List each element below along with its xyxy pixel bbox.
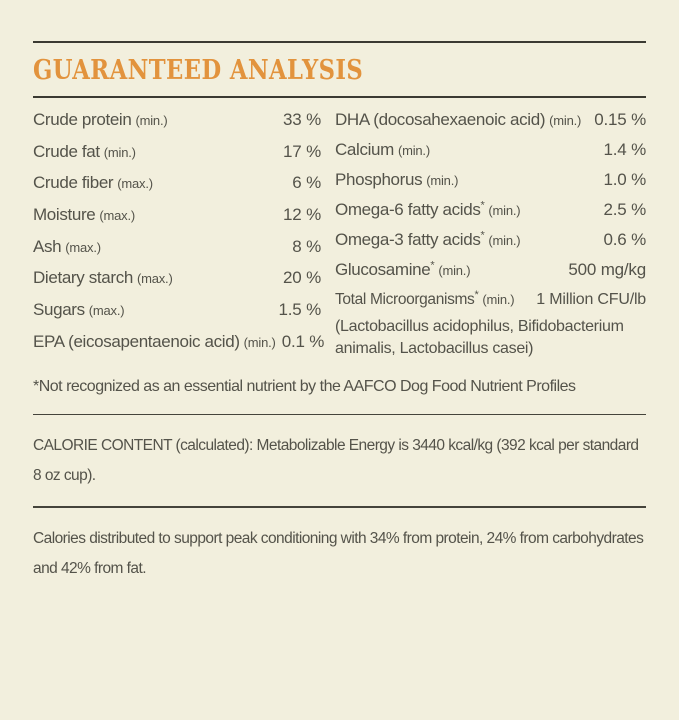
nutrient-qualifier: (min.) [438, 263, 471, 278]
nutrient-qualifier: (min.) [135, 113, 168, 128]
nutrient-qualifier: (max.) [136, 271, 173, 287]
nutrient-value: 1.4 % [603, 140, 646, 159]
title-underline-rule [33, 96, 646, 98]
nutrient-value: 33 % [283, 110, 321, 129]
nutrient-qualifier: (min.) [103, 144, 136, 160]
nutrient-qualifier: (max.) [88, 303, 125, 319]
analysis-row [33, 204, 321, 228]
analysis-row [33, 267, 321, 291]
nutrient-value: 8 % [292, 236, 321, 256]
nutrient-species-note: (Lactobacillus acidophilus, Bifidobacterium animalis, Lactobacillus casei) [335, 318, 624, 357]
analysis-row [335, 169, 646, 193]
nutrient-value: 1.5 % [278, 300, 321, 320]
nutrient-value: 500 mg/kg [568, 260, 646, 279]
analysis-row [33, 299, 321, 323]
nutrient-label: Total Microorganisms* (min.) [335, 288, 515, 308]
nutrient-value: 0.1 % [281, 331, 325, 351]
page-title: GUARANTEED ANALYSIS [33, 55, 364, 86]
nutrient-qualifier: (min.) [243, 334, 276, 350]
nutrient-value: 0.6 % [603, 230, 646, 249]
nutrient-value: 1.0 % [603, 170, 646, 189]
nutrient-label: Crude fiber (max.) [33, 173, 153, 193]
analysis-row [335, 199, 646, 223]
asterisk-marker: * [480, 229, 485, 242]
calorie-distribution-text: Calories distributed to support peak conditioning with 34% from protein, 24% from carbohydrates and 42% from fat. [33, 529, 644, 577]
nutrient-qualifier: (max.) [99, 208, 136, 224]
nutrient-qualifier: (max.) [117, 176, 153, 192]
nutrient-value: 6 % [292, 173, 321, 193]
nutrient-qualifier: (min.) [488, 203, 521, 218]
nutrient-label: Calcium (min.) [335, 140, 430, 159]
calorie-content-text: CALORIE CONTENT (calculated): Metabolizable Energy is 3440 kcal/kg (392 kcal per standard 8 oz cup). [33, 437, 639, 484]
analysis-row [33, 109, 321, 133]
nutrient-value: 0.15 % [594, 110, 646, 129]
title-row [33, 56, 646, 86]
aafco-footnote: *Not recognized as an essential nutrient by the AAFCO Dog Food Nutrient Profiles [33, 377, 576, 395]
analysis-row [33, 331, 325, 355]
nutrient-label: Omega-6 fatty acids* (min.) [335, 199, 521, 219]
analysis-row [335, 259, 646, 283]
nutrient-value: 1 Million CFU/lb [536, 291, 646, 308]
calorie-section-divider [33, 414, 646, 416]
nutrient-qualifier: (min.) [549, 113, 582, 128]
nutrient-qualifier: (min.) [482, 292, 515, 307]
nutrient-label: DHA (docosahexaenoic acid) (min.) [335, 110, 582, 129]
guaranteed-analysis-panel [0, 41, 679, 584]
nutrient-value: 20 % [283, 268, 321, 288]
analysis-column-left [33, 109, 325, 363]
asterisk-marker: * [480, 199, 485, 212]
analysis-row [335, 139, 646, 163]
nutrient-qualifier: (min.) [397, 143, 430, 158]
nutrient-value: 12 % [283, 205, 321, 225]
guaranteed-analysis-table [33, 109, 646, 363]
top-rule [33, 41, 646, 43]
nutrient-label: Glucosamine* (min.) [335, 259, 471, 279]
nutrient-label: Dietary starch (max.) [33, 268, 173, 288]
nutrient-label: Moisture (max.) [33, 205, 136, 225]
analysis-row [33, 236, 321, 260]
analysis-column-right [335, 109, 646, 363]
nutrient-qualifier: (min.) [426, 173, 459, 188]
analysis-row [33, 172, 321, 196]
nutrient-label: Crude protein (min.) [33, 110, 168, 129]
nutrient-value: 2.5 % [603, 200, 646, 219]
nutrient-label: EPA (eicosapentaenoic acid) (min.) [33, 331, 276, 351]
analysis-row [335, 109, 646, 133]
nutrient-label: Ash (max.) [33, 236, 101, 256]
nutrient-label: Phosphorus (min.) [335, 170, 459, 189]
analysis-row [33, 141, 321, 165]
analysis-row [335, 229, 646, 253]
asterisk-marker: * [430, 259, 435, 272]
nutrient-qualifier: (min.) [488, 233, 521, 248]
nutrient-label: Sugars (max.) [33, 300, 125, 320]
nutrient-label: Omega-3 fatty acids* (min.) [335, 229, 521, 249]
nutrient-qualifier: (max.) [65, 239, 101, 255]
distribution-section-divider [33, 506, 646, 508]
nutrient-value: 17 % [283, 141, 321, 161]
asterisk-marker: * [474, 288, 479, 301]
analysis-row [335, 289, 646, 312]
nutrient-label: Crude fat (min.) [33, 141, 136, 161]
